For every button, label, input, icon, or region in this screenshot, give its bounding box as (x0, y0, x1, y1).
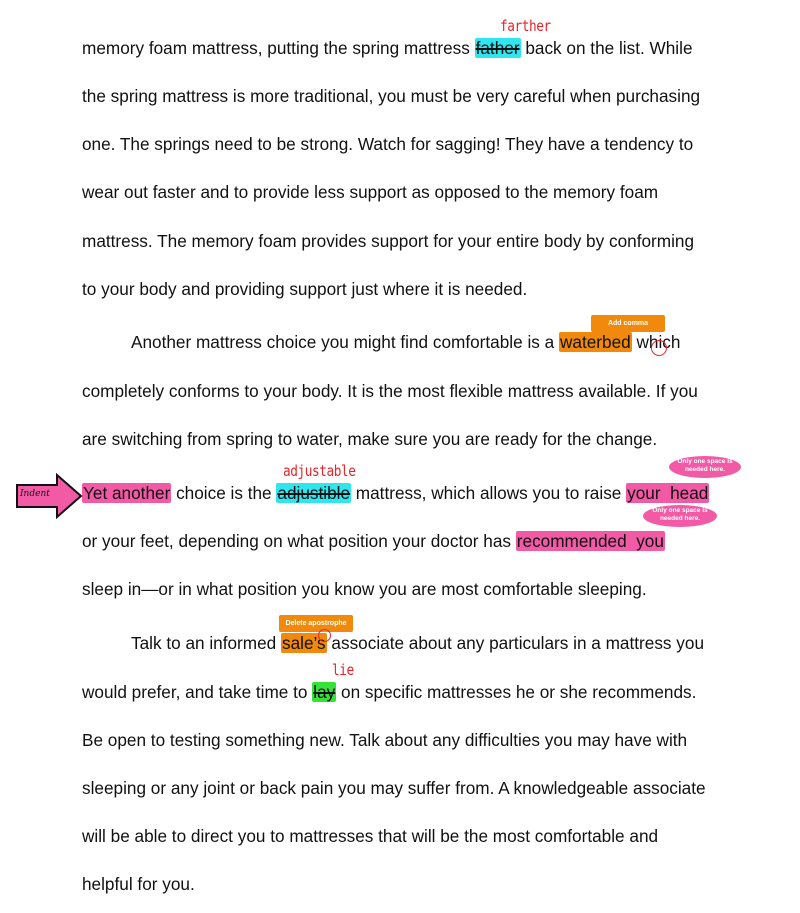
text-span: would prefer, and take time to (82, 682, 313, 702)
comma-insert-circle (651, 340, 667, 356)
error-adjustible: adjustible (277, 483, 351, 503)
correction-lie: lie (332, 661, 354, 679)
text-line: sleep in—or in what position you know you are most comfortable sleeping. (82, 579, 647, 599)
error-recommended-you: recommended you (516, 531, 664, 551)
text-span: on specific mattresses he or she recommends. (336, 682, 697, 702)
text-line (82, 482, 709, 504)
apostrophe-circle (318, 629, 331, 642)
bubble-one-space-2: Only one space is needed here. (643, 505, 717, 527)
text-span: Another mattress choice you might find comfortable is a (131, 332, 559, 352)
text-line (131, 632, 704, 654)
text-span: associate about any particulars in a mattress you (326, 633, 705, 653)
bubble-one-space-1: Only one space is needed here. (669, 456, 741, 478)
text-line: are switching from spring to water, make sure you are ready for the change. (82, 429, 658, 449)
error-yet-another: Yet another (83, 483, 171, 503)
text-span: memory foam mattress, putting the spring mattress (82, 38, 475, 58)
text-line: sleeping or any joint or back pain you may suffer from. A knowledgeable associate (82, 778, 706, 798)
correction-adjustable: adjustable (283, 462, 356, 480)
text-line (82, 681, 696, 703)
text-line: to your body and providing support just where it is needed. (82, 279, 528, 299)
text-span: Talk to an informed (131, 633, 281, 653)
text-line: Be open to testing something new. Talk about any difficulties you may have with (82, 730, 688, 750)
text-line: helpful for you. (82, 874, 195, 894)
text-line (82, 37, 693, 59)
indent-label: Indent (20, 489, 50, 499)
error-farther: father (475, 38, 520, 58)
text-line: one. The springs need to be strong. Watch for sagging! They have a tendency to (82, 134, 694, 154)
tag-delete-apostrophe: Delete apostrophe (279, 615, 353, 632)
text-span: choice is the (171, 483, 277, 503)
text-span: which (631, 332, 681, 352)
text-line (82, 530, 665, 552)
text-span: back on the list. While (520, 38, 693, 58)
text-span: mattress, which allows you to raise (351, 483, 627, 503)
error-lay: lay (313, 682, 336, 702)
correction-farther: farther (500, 17, 551, 35)
error-your-head: your head (627, 483, 709, 503)
text-span: or your feet, depending on what position your doctor has (82, 531, 516, 551)
text-line: mattress. The memory foam provides support for your entire body by conforming (82, 231, 695, 251)
error-sales: sale’s (282, 633, 326, 653)
text-line: completely conforms to your body. It is the most flexible mattress available. If you (82, 381, 698, 401)
text-line: the spring mattress is more traditional, you must be very careful when purchasing (82, 86, 701, 106)
text-line: will be able to direct you to mattresses that will be the most comfortable and (82, 826, 659, 846)
tag-add-comma: Add comma (591, 315, 665, 332)
error-waterbed: waterbed (559, 332, 631, 352)
text-line: wear out faster and to provide less support as opposed to the memory foam (82, 182, 659, 202)
text-line (131, 331, 680, 353)
